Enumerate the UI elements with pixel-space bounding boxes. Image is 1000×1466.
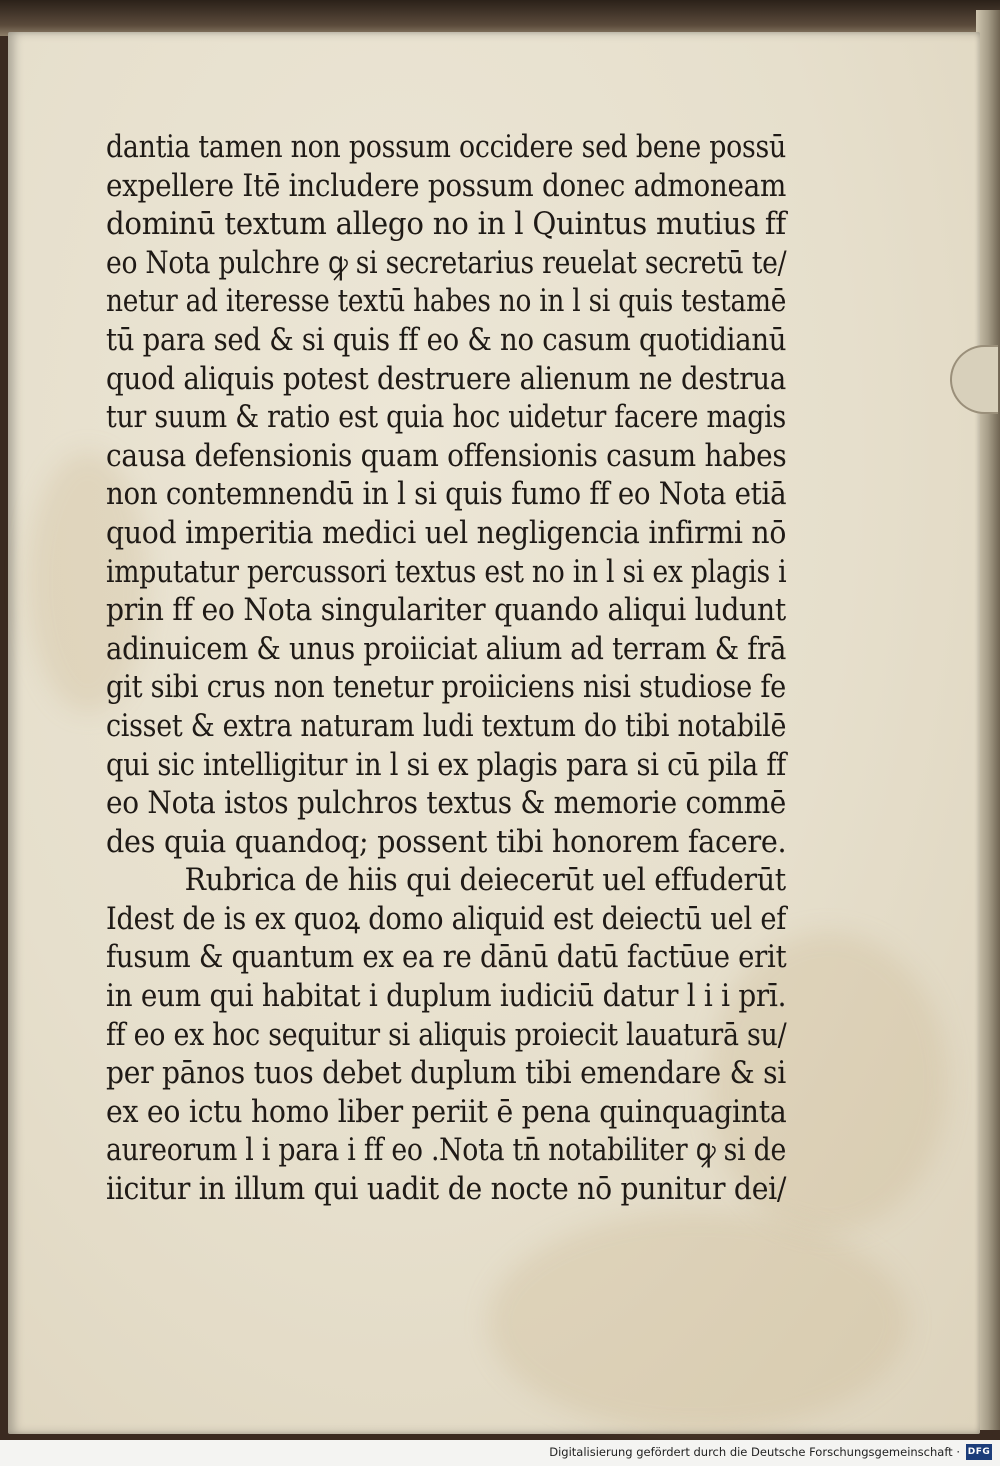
text-line: iicitur in illum qui uadit de nocte nō punitur dei/ — [106, 1171, 787, 1208]
text-block — [106, 128, 786, 1209]
text-line: imputatur percussori textus est no in l si ex plagis i — [106, 553, 787, 590]
text-line: fusum & quantum ex ea re dānū datū factūue erit — [106, 939, 787, 976]
text-line: prin ff eo Nota singulariter quando aliqui ludunt — [106, 592, 786, 629]
text-line: qui sic intelligitur in l si ex plagis para si cū pila ff — [106, 746, 787, 783]
text-line: per pānos tuos debet duplum tibi emendare & si — [106, 1055, 787, 1092]
text-line: dantia tamen non possum occidere sed bene possū — [106, 129, 786, 165]
text-line: in eum qui habitat i duplum iudiciū datur l i i prī. — [106, 978, 787, 1015]
book-top-edge — [0, 0, 1000, 36]
text-line: ex eo ictu homo liber periit ē pena quinquaginta — [106, 1093, 787, 1130]
text-line: eo Nota pulchre ꝙ si secretarius reuelat secretū te/ — [106, 244, 787, 281]
text-line: quod aliquis potest destruere alienum ne destrua — [106, 360, 787, 397]
text-line: aureorum l i para i ff eo .Nota tn̄ notabiliter ꝙ si de — [106, 1132, 787, 1169]
text-line: git sibi crus non tenetur proiiciens nisi studiose fe — [106, 669, 786, 706]
text-line: tū para sed & si quis ff eo & no casum quotidianū — [106, 321, 787, 358]
text-line: tur suum & ratio est quia hoc uidetur facere magis — [106, 399, 786, 436]
footer-credit: Digitalisierung gefördert durch die Deutsche Forschungsgemeinschaft · — [549, 1445, 960, 1459]
text-line: Idest de is ex quoꝝ domo aliquid est deiectū uel ef — [106, 900, 787, 937]
text-line: expellere Itē includere possum donec admoneam — [106, 167, 787, 204]
text-line: ff eo ex hoc sequitur si aliquis proiecit lauaturā su/ — [106, 1016, 787, 1053]
page-stain — [488, 1212, 908, 1432]
text-line: non contemnendū in l si quis fumo ff eo Nota etiā — [106, 476, 787, 513]
text-line: dominū textum allego no in l Quintus mutius ff — [106, 206, 786, 243]
text-line: cisset & extra naturam ludi textum do tibi notabilē — [106, 707, 787, 744]
text-line: quod imperitia medici uel negligencia infirmi nō — [106, 514, 787, 551]
text-line: eo Nota istos pulchros textus & memorie commē — [106, 785, 787, 822]
text-line: des quia quandoq; possent tibi honorem facere. — [106, 823, 787, 860]
text-line: causa defensionis quam offensionis casum habes — [106, 437, 787, 474]
rubric-heading: Rubrica de hiis qui deiecerūt uel effuderūt — [184, 862, 786, 899]
text-line: netur ad iteresse textū habes no in l si quis testamē — [106, 283, 787, 320]
dfg-logo: DFG — [966, 1444, 992, 1460]
text-line: adinuicem & unus proiiciat alium ad terram & frā — [106, 630, 787, 667]
